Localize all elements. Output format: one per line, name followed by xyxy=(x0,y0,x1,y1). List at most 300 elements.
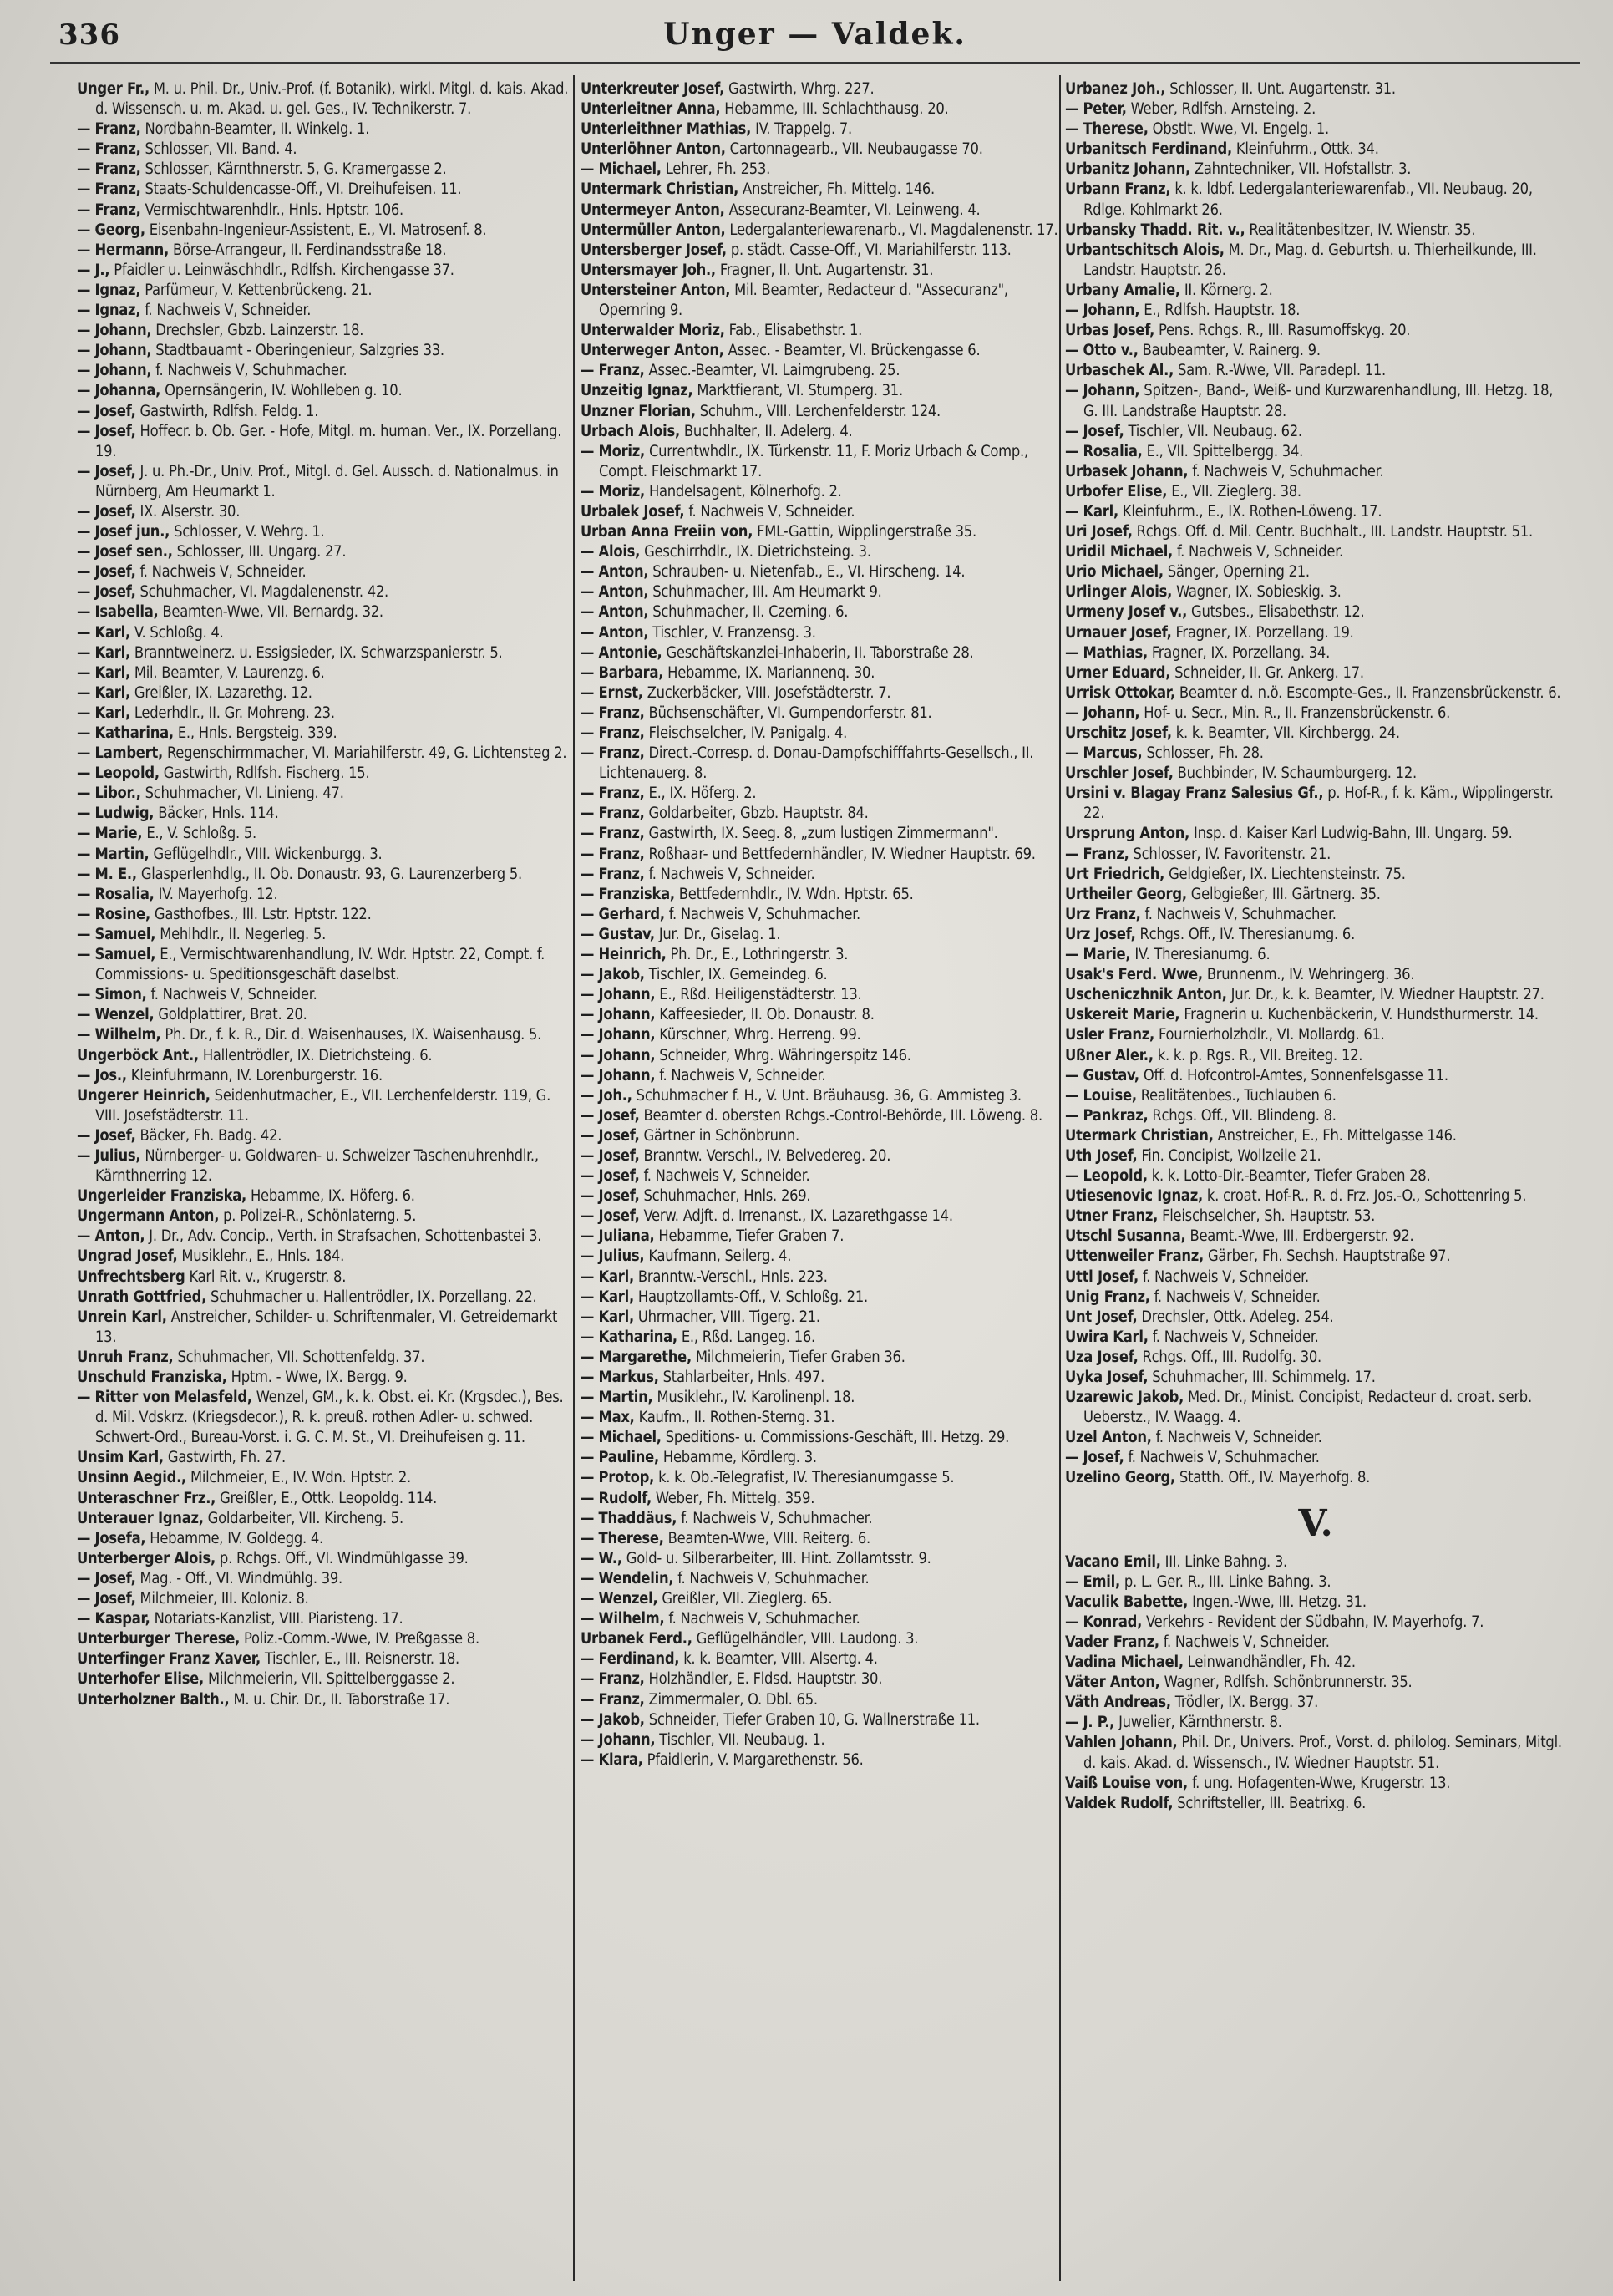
entry-name: — Simon, xyxy=(77,986,147,1004)
entry-details: k. k. Ob.-Telegrafist, IV. Theresianumgasse 5. xyxy=(654,1469,955,1487)
entry-details: f. Nachweis V, Schuhmacher. xyxy=(1140,905,1337,923)
entry-name: Urbany Amalie, xyxy=(1065,281,1180,299)
directory-entry xyxy=(1065,79,1566,99)
directory-entry xyxy=(581,1569,1073,1589)
directory-entry xyxy=(581,1328,1073,1348)
entry-details: Statth. Off., IV. Mayerhofg. 8. xyxy=(1174,1469,1371,1487)
entry-details: Schlosser, III. Ungarg. 27. xyxy=(172,543,347,561)
entry-name: Uttenweiler Franz, xyxy=(1065,1247,1204,1266)
entry-details: J. Dr., Adv. Concip., Verth. in Strafsachen, Schottenbastei 3. xyxy=(145,1227,542,1246)
entry-name: — Ernst, xyxy=(581,683,643,702)
entry-details: Opernsängerin, IV. Wohlleben g. 10. xyxy=(160,382,403,400)
entry-name: Untersmayer Joh., xyxy=(581,261,716,279)
entry-name: — Franz, xyxy=(581,785,645,803)
directory-entry xyxy=(77,623,570,643)
directory-entry xyxy=(581,180,1073,200)
directory-entry xyxy=(581,1589,1073,1609)
entry-name: — Emil, xyxy=(1065,1572,1120,1591)
directory-entry xyxy=(1065,1653,1566,1673)
entry-details: Vermischtwarenhdlr., Hnls. Hptstr. 106. xyxy=(140,201,403,219)
entry-name: — Anton, xyxy=(581,583,649,602)
directory-entry xyxy=(77,1308,570,1348)
entry-details: Milchmeierin, VII. Spittelberggasse 2. xyxy=(204,1670,455,1689)
directory-entry xyxy=(77,824,570,844)
entry-details: Greißler, VII. Zieglerg. 65. xyxy=(657,1590,833,1608)
directory-entry xyxy=(77,643,570,663)
entry-details: Schlosser, II. Unt. Augartenstr. 31. xyxy=(1165,80,1396,98)
directory-entry xyxy=(1065,1206,1566,1227)
entry-name: — Ferdinand, xyxy=(581,1650,680,1669)
entry-name: — Klara, xyxy=(581,1750,643,1769)
entry-name: Unrein Karl, xyxy=(77,1308,167,1326)
directory-entry xyxy=(1065,1592,1566,1613)
entry-details: Realitätenbesitzer, IV. Wienstr. 35. xyxy=(1245,221,1476,239)
directory-entry xyxy=(1065,1328,1566,1348)
directory-entry xyxy=(581,1227,1073,1247)
entry-name: — Josef, xyxy=(1065,422,1124,440)
entry-name: Uth Josef, xyxy=(1065,1146,1138,1165)
entry-details: k. k. p. Rgs. R., VII. Breiteg. 12. xyxy=(1153,1046,1363,1064)
entry-name: — Antonie, xyxy=(581,643,662,662)
entry-name: Usler Franz, xyxy=(1065,1026,1155,1044)
entry-name: Vaiß Louise von, xyxy=(1065,1774,1189,1792)
entry-details: Hallentrödler, IX. Dietrichsteing. 6. xyxy=(198,1046,433,1064)
entry-name: Unig Franz, xyxy=(1065,1288,1150,1306)
entry-name: Ungerleider Franziska, xyxy=(77,1187,246,1206)
entry-name: Uwira Karl, xyxy=(1065,1328,1149,1346)
entry-name: — Moriz, xyxy=(581,442,646,460)
directory-entry xyxy=(77,683,570,704)
entry-details: Rchgs. Off., VII. Blindeng. 8. xyxy=(1148,1106,1337,1125)
entry-details: Parfümeur, V. Kettenbrückeng. 21. xyxy=(140,281,373,299)
page-number: 336 xyxy=(58,18,120,52)
directory-entry xyxy=(77,281,570,301)
entry-details: Geldgießer, IX. Liechtensteinstr. 75. xyxy=(1164,865,1406,883)
directory-entry xyxy=(1065,1025,1566,1045)
directory-entry xyxy=(581,261,1073,281)
directory-entry xyxy=(1065,1613,1566,1633)
entry-details: f. Nachweis V, Schuhmacher. xyxy=(151,362,347,380)
directory-entry xyxy=(581,1005,1073,1025)
directory-entry xyxy=(77,341,570,361)
entry-details: Gastwirth, Rdlfsh. Feldg. 1. xyxy=(135,402,319,420)
entry-details: M. u. Phil. Dr., Univ.-Prof. (f. Botanik), wirkl. Mitgl. d. kais. Akad. d. Wissensch. u. m. Akad. u. gel. Ges., IV. Technikerstr. 7. xyxy=(95,80,569,119)
entry-details: Goldplattirer, Brat. 20. xyxy=(154,1006,307,1024)
entry-name: Urio Michael, xyxy=(1065,563,1164,582)
entry-name: — Wenzel, xyxy=(77,1006,155,1024)
entry-name: Unruh Franz, xyxy=(77,1348,174,1366)
entry-details: Börse-Arrangeur, II. Ferdinandsstraße 18. xyxy=(169,241,447,259)
directory-entry xyxy=(581,1106,1073,1126)
entry-name: Urmeny Josef v., xyxy=(1065,603,1188,622)
entry-details: Büchsenschäfter, VI. Gumpendorferstr. 81. xyxy=(644,704,932,722)
entry-details: Jur. Dr., Giselag. 1. xyxy=(654,925,781,943)
entry-name: — Hermann, xyxy=(77,241,170,259)
entry-name: — Michael, xyxy=(581,160,662,179)
entry-name: — Jakob, xyxy=(581,1710,645,1729)
directory-entry xyxy=(1065,1126,1566,1146)
entry-details: k. k. Beamter, VII. Kirchbergg. 24. xyxy=(1171,724,1400,742)
entry-details: Lehrer, Fh. 253. xyxy=(661,160,771,179)
entry-name: Ursprung Anton, xyxy=(1065,825,1190,843)
entry-details: Beamten-Wwe, VII. Bernardg. 32. xyxy=(158,603,383,622)
entry-details: Insp. d. Kaiser Karl Ludwig-Bahn, III. Ungarg. 59. xyxy=(1189,825,1513,843)
directory-entry xyxy=(1065,1146,1566,1166)
entry-details: Goldarbeiter, Gbzb. Hauptstr. 84. xyxy=(644,805,869,823)
entry-details: Weber, Rdlfsh. Arnsteing. 2. xyxy=(1126,100,1316,119)
entry-name: — Marcus, xyxy=(1065,744,1143,763)
directory-entry xyxy=(1065,1388,1566,1428)
directory-entry xyxy=(1065,1046,1566,1066)
entry-details: Schneider, Tiefer Graben 10, G. Wallnerstraße 11. xyxy=(644,1710,980,1729)
directory-entry xyxy=(1065,301,1566,321)
entry-details: Anstreicher, Fh. Mittelg. 146. xyxy=(738,180,935,199)
entry-details: p. L. Ger. R., III. Linke Bahng. 3. xyxy=(1119,1572,1331,1591)
directory-entry xyxy=(581,965,1073,985)
directory-entry xyxy=(1065,422,1566,442)
directory-entry xyxy=(581,985,1073,1005)
entry-name: Uzel Anton, xyxy=(1065,1429,1152,1447)
directory-entry xyxy=(77,1569,570,1589)
directory-entry xyxy=(581,1468,1073,1488)
entry-name: — Karl, xyxy=(581,1288,634,1306)
entry-name: — Franz, xyxy=(1065,845,1129,863)
entry-name: — Markus, xyxy=(581,1369,659,1386)
entry-name: — Pauline, xyxy=(581,1449,659,1467)
directory-entry xyxy=(581,1308,1073,1328)
entry-details: Tischler, IX. Gemeindeg. 6. xyxy=(644,966,828,984)
entry-details: Bettfedernhdlr., IV. Wdn. Hptstr. 65. xyxy=(674,885,914,903)
directory-entry xyxy=(1065,1086,1566,1106)
entry-details: f. Nachweis V, Schneider. xyxy=(644,865,815,883)
entry-name: — Ritter von Melasfeld, xyxy=(77,1389,252,1407)
directory-entry xyxy=(581,824,1073,844)
entry-name: — Ludwig, xyxy=(77,805,155,823)
entry-name: Uskereit Marie, xyxy=(1065,1006,1180,1024)
entry-name: — Franz, xyxy=(581,845,645,863)
entry-details: Seidenhutmacher, E., VII. Lerchenfelderstr. 119, G. VIII. Josefstädterstr. 11. xyxy=(95,1086,551,1125)
entry-name: — Alois, xyxy=(581,543,641,561)
entry-name: Urt Friedrich, xyxy=(1065,865,1165,883)
directory-entry xyxy=(581,422,1073,442)
section-letter: V. xyxy=(1298,1501,1333,1545)
entry-details: Assec. - Beamter, VI. Brückengasse 6. xyxy=(723,342,981,360)
directory-entry xyxy=(77,1227,570,1247)
directory-entry xyxy=(77,663,570,683)
directory-entry xyxy=(581,1146,1073,1166)
directory-entry xyxy=(581,1609,1073,1629)
entry-name: — J., xyxy=(77,261,110,279)
directory-entry xyxy=(1065,1308,1566,1328)
entry-name: — Thaddäus, xyxy=(581,1509,677,1527)
entry-name: Urbantschitsch Alois, xyxy=(1065,241,1225,259)
entry-name: — Franz, xyxy=(581,865,645,883)
entry-name: Unterauer Ignaz, xyxy=(77,1509,204,1527)
entry-name: Urbaschek Al., xyxy=(1065,362,1174,380)
entry-details: Wagner, IX. Sobieskig. 3. xyxy=(1172,583,1342,602)
directory-entry xyxy=(77,542,570,562)
entry-name: Vaculik Babette, xyxy=(1065,1592,1189,1611)
directory-entry xyxy=(581,845,1073,865)
entry-name: — Julius, xyxy=(581,1247,645,1266)
running-head: Unger — Valdek. xyxy=(663,17,966,52)
directory-entry xyxy=(77,1046,570,1066)
entry-name: Urz Josef, xyxy=(1065,925,1136,943)
entry-name: Unterholzner Balth., xyxy=(77,1690,230,1709)
directory-entry xyxy=(77,261,570,281)
entry-name: — Gustav, xyxy=(581,925,655,943)
entry-details: Mil. Beamter, Redacteur d. "Assecuranz", Opernring 9. xyxy=(599,281,1008,320)
directory-entry xyxy=(581,1690,1073,1710)
entry-details: J. u. Ph.-Dr., Univ. Prof., Mitgl. d. Gel. Aussch. d. Nationalmus. in Nürnberg, Am Heumarkt 1. xyxy=(95,462,559,500)
directory-entry xyxy=(581,140,1073,160)
directory-entry xyxy=(581,562,1073,582)
entry-details: Ledergalanteriewarenarb., VI. Magdalenenstr. 17. xyxy=(725,221,1058,239)
directory-entry xyxy=(77,1186,570,1206)
entry-name: — Johann, xyxy=(77,322,152,340)
entry-details: f. Nachweis V, Schneider. xyxy=(1138,1267,1309,1286)
directory-entry xyxy=(77,201,570,221)
directory-entry xyxy=(77,1206,570,1227)
entry-details: Mag. - Off., VI. Windmühlg. 39. xyxy=(135,1569,342,1587)
entry-details: Hebamme, Kördlerg. 3. xyxy=(658,1449,817,1467)
entry-details: Bäcker, Hnls. 114. xyxy=(154,805,279,823)
entry-details: Gastwirth, IX. Seeg. 8, „zum lustigen Zimmermann". xyxy=(644,825,998,843)
entry-name: — Karl, xyxy=(581,1308,634,1326)
entry-details: Schriftsteller, III. Beatrixg. 6. xyxy=(1173,1794,1367,1812)
entry-details: f. Nachweis V, Schneider. xyxy=(135,563,307,582)
entry-details: Stahlarbeiter, Hnls. 497. xyxy=(658,1369,825,1386)
entry-name: — Franz, xyxy=(581,724,645,742)
directory-entry xyxy=(77,1288,570,1308)
entry-details: k. k. Lotto-Dir.-Beamter, Tiefer Graben 28. xyxy=(1147,1167,1431,1186)
entry-name: Unterleitner Anna, xyxy=(581,100,721,119)
entry-details: Verkehrs - Revident der Südbahn, IV. Mayerhofg. 7. xyxy=(1142,1613,1484,1631)
entry-name: — Johann, xyxy=(581,1026,656,1044)
entry-details: Ph. Dr., E., Lothringerstr. 3. xyxy=(666,946,849,964)
entry-details: Holzhändler, E. Fldsd. Hauptstr. 30. xyxy=(644,1670,883,1689)
directory-entry xyxy=(581,1288,1073,1308)
entry-name: Urbanez Joh., xyxy=(1065,80,1166,98)
directory-entry xyxy=(77,1609,570,1629)
directory-entry xyxy=(1065,502,1566,522)
entry-details: Schuhmacher, VII. Schottenfeldg. 37. xyxy=(173,1348,425,1366)
entry-details: Hebamme, Tiefer Graben 7. xyxy=(654,1227,845,1246)
entry-details: Gastwirth, Fh. 27. xyxy=(163,1449,286,1467)
directory-entry xyxy=(581,381,1073,401)
entry-details: f. Nachweis V, Schuhmacher. xyxy=(664,1610,860,1628)
entry-details: f. Nachweis V, Schneider. xyxy=(639,1167,810,1186)
entry-details: Spitzen-, Band-, Weiß- und Kurzwarenhandlung, III. Hetzg. 18, G. III. Landstraße Hauptstr. 28. xyxy=(1083,382,1554,420)
directory-entry xyxy=(77,180,570,200)
entry-details: Phil. Dr., Univers. Prof., Vorst. d. philolog. Seminars, Mitgl. d. kais. Akad. d. Wissensch., IV. Wiedner Hauptstr. 51. xyxy=(1083,1734,1562,1772)
directory-entry xyxy=(581,221,1073,241)
entry-name: Untermüller Anton, xyxy=(581,221,726,239)
entry-details: Hauptzollamts-Off., V. Schloßg. 21. xyxy=(633,1288,868,1306)
entry-name: Unterweger Anton, xyxy=(581,342,724,360)
entry-name: Unzeitig Ignaz, xyxy=(581,382,693,400)
entry-name: — Julius, xyxy=(77,1146,141,1165)
column-divider xyxy=(573,75,575,2281)
entry-details: f. Nachweis V, Schuhmacher. xyxy=(1124,1449,1320,1467)
directory-entry xyxy=(581,1348,1073,1368)
directory-entry xyxy=(581,1529,1073,1549)
entry-name: — Josef sen., xyxy=(77,543,173,561)
directory-entry xyxy=(1065,1368,1566,1388)
entry-details: Hof- u. Secr., Min. R., II. Franzensbrückenstr. 6. xyxy=(1139,704,1451,722)
entry-name: Untersteiner Anton, xyxy=(581,281,731,299)
entry-name: — Josef jun., xyxy=(77,523,170,541)
entry-name: — Johann, xyxy=(581,1730,656,1749)
directory-entry xyxy=(77,1549,570,1569)
directory-entry xyxy=(77,562,570,582)
directory-entry xyxy=(1065,1348,1566,1368)
entry-details: E., V. Schloßg. 5. xyxy=(142,825,257,843)
entry-details: Wenzel, GM., k. k. Obst. ei. Kr. (Krgsdec.), Bes. d. Mil. Vdskrz. (Kriegsdecor.), R. k. preuß. rothen Adler- u. schwed. Schwert-Ord., Bureau-Vorst. i. G. C. M. St., VI. Dreihufeisen g. 11. xyxy=(95,1389,564,1447)
entry-name: — Karl, xyxy=(77,623,130,642)
entry-name: Väth Andreas, xyxy=(1065,1694,1171,1712)
entry-name: Uyka Josef, xyxy=(1065,1369,1149,1386)
directory-entry xyxy=(77,1649,570,1669)
entry-name: Unger Fr., xyxy=(77,80,150,98)
directory-entry xyxy=(581,522,1073,542)
entry-details: Assec.-Beamter, VI. Laimgrubeng. 25. xyxy=(644,362,900,380)
directory-entry xyxy=(1065,341,1566,361)
entry-details: Pfaidlerin, V. Margarethenstr. 56. xyxy=(642,1750,864,1769)
entry-name: — Rosalia, xyxy=(1065,442,1143,460)
directory-entry xyxy=(1065,1794,1566,1814)
entry-details: Schlosser, Fh. 28. xyxy=(1142,744,1264,763)
entry-name: — Josef, xyxy=(77,422,136,440)
entry-details: Handelsagent, Kölnerhofg. 2. xyxy=(645,482,842,500)
entry-details: Rchgs. Off., IV. Theresianumg. 6. xyxy=(1135,925,1356,943)
entry-name: — Barbara, xyxy=(581,663,664,682)
directory-entry xyxy=(1065,1428,1566,1448)
directory-entry xyxy=(77,119,570,140)
directory-entry xyxy=(1065,1166,1566,1186)
entry-details: Staats-Schuldencasse-Off., VI. Dreihufeisen. 11. xyxy=(140,180,462,199)
entry-name: — Isabella, xyxy=(77,603,159,622)
entry-details: Beamter d. n.ö. Escompte-Ges., II. Franzensbrückenstr. 6. xyxy=(1174,683,1561,702)
entry-name: Ungerer Heinrich, xyxy=(77,1086,211,1105)
entry-name: — Therese, xyxy=(1065,120,1149,139)
entry-details: IV. Theresianumg. 6. xyxy=(1130,946,1271,964)
entry-name: — Franz, xyxy=(581,362,645,380)
entry-name: Uzelino Georg, xyxy=(1065,1469,1175,1487)
entry-details: p. Rchgs. Off., VI. Windmühlgasse 39. xyxy=(215,1549,469,1567)
entry-details: Off. d. Hofcontrol-Amtes, Sonnenfelsgasse 11. xyxy=(1139,1066,1448,1085)
directory-entry xyxy=(77,582,570,602)
entry-name: Unterfinger Franz Xaver, xyxy=(77,1650,261,1669)
entry-name: — Georg, xyxy=(77,221,145,239)
entry-details: Leinwandhändler, Fh. 42. xyxy=(1183,1653,1356,1672)
entry-details: Schuhmacher, III. Schimmelg. 17. xyxy=(1148,1369,1376,1386)
entry-name: Valdek Rudolf, xyxy=(1065,1794,1174,1812)
entry-name: — Josef, xyxy=(581,1146,640,1165)
entry-details: Geflügelhdlr., VIII. Wickenburgg. 3. xyxy=(149,845,383,863)
directory-entry xyxy=(1065,482,1566,502)
directory-entry xyxy=(1065,221,1566,241)
entry-details: Kaufm., II. Rothen-Sterng. 31. xyxy=(634,1409,835,1427)
entry-name: Urbanitsch Ferdinand, xyxy=(1065,140,1232,159)
directory-entry xyxy=(1065,1186,1566,1206)
entry-name: — Josef, xyxy=(77,1126,136,1145)
entry-name: — Protop, xyxy=(581,1469,655,1487)
entry-details: Geflügelhändler, VIII. Laudong. 3. xyxy=(692,1630,919,1648)
entry-details: Gelbgießer, III. Gärtnerg. 35. xyxy=(1186,885,1381,903)
directory-entry xyxy=(581,1368,1073,1388)
directory-entry xyxy=(1065,1733,1566,1773)
directory-entry xyxy=(77,764,570,784)
entry-details: p. städt. Casse-Off., VI. Mariahilferstr. 113. xyxy=(726,241,1012,259)
directory-entry xyxy=(1065,905,1566,925)
directory-entry xyxy=(1065,160,1566,180)
directory-entry xyxy=(581,1025,1073,1045)
entry-details: Sänger, Operning 21. xyxy=(1163,563,1310,582)
entry-name: Usak's Ferd. Wwe, xyxy=(1065,966,1203,984)
entry-name: — Marie, xyxy=(77,825,143,843)
entry-details: FML-Gattin, Wipplingerstraße 35. xyxy=(753,523,976,541)
entry-name: — Josef, xyxy=(581,1126,640,1145)
entry-name: Unterhofer Elise, xyxy=(77,1670,205,1689)
directory-entry xyxy=(581,1629,1073,1649)
entry-details: Schuhmacher u. Hallentrödler, IX. Porzellang. 22. xyxy=(206,1288,537,1306)
directory-entry xyxy=(581,1669,1073,1689)
entry-name: — Rudolf, xyxy=(581,1489,652,1507)
entry-details: E., VII. Zieglerg. 38. xyxy=(1167,482,1301,500)
entry-name: — Max, xyxy=(581,1409,635,1427)
entry-details: Notariats-Kanzlist, VIII. Piaristeng. 17. xyxy=(150,1610,403,1628)
entry-name: — Wilhelm, xyxy=(77,1026,161,1044)
directory-entry xyxy=(581,1710,1073,1730)
entry-name: Urbanitz Johann, xyxy=(1065,160,1190,179)
entry-name: Unterburger Therese, xyxy=(77,1630,241,1648)
entry-name: — Heinrich, xyxy=(581,946,667,964)
entry-details: E., VII. Spittelbergg. 34. xyxy=(1142,442,1304,460)
entry-details: E., Vermischtwarenhandlung, IV. Wdr. Hptstr. 22, Compt. f. Commissions- u. Speditionsgeschäft daselbst. xyxy=(95,946,545,984)
entry-details: Ph. Dr., f. k. R., Dir. d. Waisenhauses, IX. Waisenhausg. 5. xyxy=(160,1026,542,1044)
entry-details: E., Hnls. Bergsteig. 339. xyxy=(173,724,337,742)
entry-details: Hebamme, III. Schlachthausg. 20. xyxy=(720,100,949,119)
directory-entry xyxy=(77,1126,570,1146)
entry-details: Schuhmacher, VI. Linieng. 47. xyxy=(140,785,344,803)
directory-entry xyxy=(77,1066,570,1086)
entry-name: — Katharina, xyxy=(581,1328,677,1346)
directory-entry xyxy=(77,804,570,824)
directory-entry xyxy=(1065,99,1566,119)
entry-details: Juwelier, Kärnthnerstr. 8. xyxy=(1114,1714,1282,1732)
directory-entry xyxy=(77,744,570,764)
entry-name: Uscheniczhnik Anton, xyxy=(1065,986,1227,1004)
directory-entry xyxy=(77,1468,570,1488)
entry-details: Fragner, IX. Porzellang. 34. xyxy=(1147,643,1331,662)
entry-details: Milchmeierin, Tiefer Graben 36. xyxy=(691,1348,905,1366)
directory-entry xyxy=(581,1247,1073,1267)
entry-name: Unrath Gottfried, xyxy=(77,1288,207,1306)
entry-details: Hoffecr. b. Ob. Ger. - Hofe, Mitgl. m. human. Ver., IX. Porzellang. 19. xyxy=(95,422,562,460)
entry-details: Weber, Fh. Mittelg. 359. xyxy=(651,1489,815,1507)
entry-name: — Karl, xyxy=(1065,502,1118,521)
directory-entry xyxy=(581,1126,1073,1146)
directory-entry xyxy=(581,744,1073,784)
directory-entry xyxy=(77,865,570,885)
entry-details: f. Nachweis V, Schneider. xyxy=(684,502,855,521)
directory-entry xyxy=(581,1046,1073,1066)
entry-details: Branntw. Verschl., IV. Belvedereg. 20. xyxy=(639,1146,891,1165)
directory-entry xyxy=(77,381,570,401)
entry-details: III. Linke Bahng. 3. xyxy=(1160,1552,1287,1571)
entry-name: Urbasek Johann, xyxy=(1065,462,1189,480)
